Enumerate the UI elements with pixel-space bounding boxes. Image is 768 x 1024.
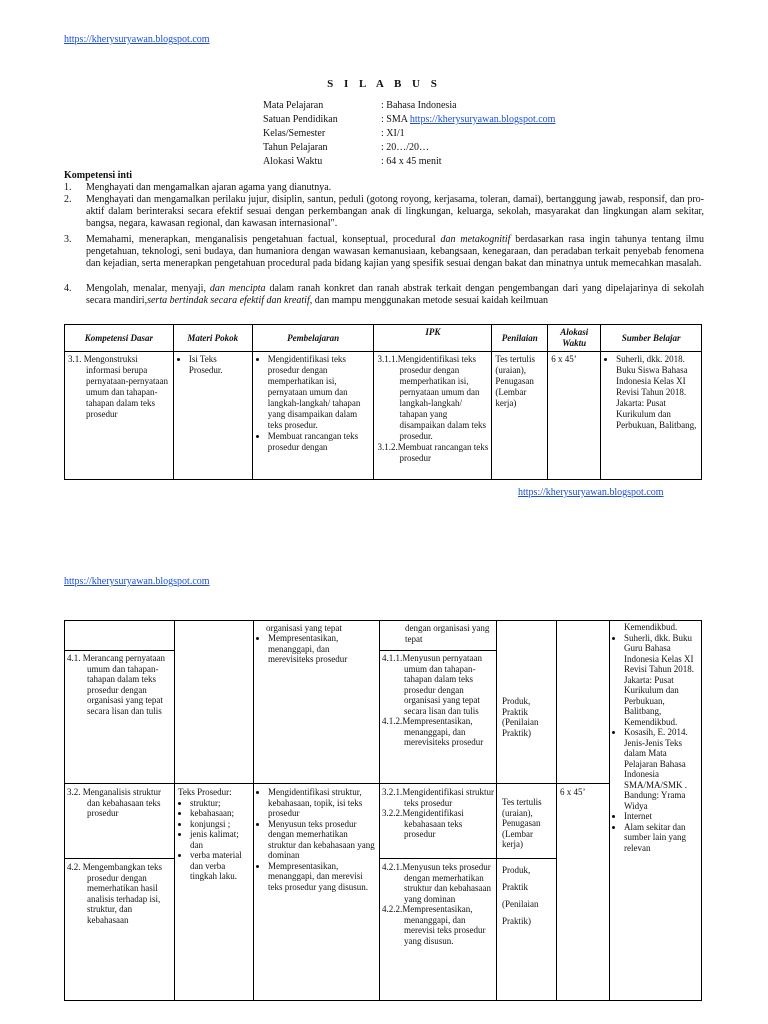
kd-cell: 3.1. Mengonstruksi informasi berupa pernyataan-pernyataan umum dan tahapan-tahapan dalam teks prosedur bbox=[65, 352, 174, 480]
penilaian-4-2: Produk, Praktik (Penilaian Praktik) bbox=[502, 865, 539, 926]
th-alokasi-waktu: Alokasi Waktu bbox=[548, 325, 601, 352]
alokasi-cell: 6 x 45’ bbox=[548, 352, 601, 480]
kd-3-2: 3.2. Menganalisis struktur dan kebahasaan teks prosedur bbox=[67, 787, 161, 818]
th-kompetensi-dasar: Kompetensi Dasar bbox=[65, 325, 174, 352]
penilaian-4-1: Produk, Praktik (Penilaian Praktik) bbox=[502, 696, 539, 738]
ki-item: 4. Mengolah, menalar, menyaji, dan mencipta dalam ranah konkret dan ranah abstrak terkait dengan pengembangan dari yang dipelajarinya di sekolah secara mandiri,serta bertindak secara efektif dan kreatif, dan mampu menggunakan metode sesuai kaidah keilmuan bbox=[64, 283, 705, 306]
ipk-3-2: 3.2.1.Mengidentifikasi struktur teks prosedur 3.2.2.Mengidentifikasi kebahasaan teks prosedur bbox=[382, 787, 494, 839]
materi-3-2: Teks Prosedur: • struktur; • kebahasaan; • konjungsi ; • jenis kalimat; dan • verba material dan verba tingkah laku. bbox=[178, 787, 252, 882]
ki-heading: Kompetensi inti bbox=[64, 170, 133, 181]
meta-row: Alokasi Waktu : 64 x 45 menit bbox=[263, 156, 442, 167]
header-link[interactable]: https://kherysuryawan.blogspot.com bbox=[64, 34, 210, 45]
pembelajaran-3-2: • Mengidentifikasi struktur, kebahasaan, topik, isi teks prosedur • Menyusun teks prosedur dengan memerhatikan struktur dan kebahasaan yang dominan • Mempresentasikan, menanggapi, dan merevisi teks prosedur yang disusun. bbox=[256, 787, 376, 892]
penilaian-cell: Tes tertulis (uraian), Penugasan (Lembar kerja) bbox=[492, 352, 548, 480]
th-penilaian: Penilaian bbox=[492, 325, 548, 352]
kd-4-1: 4.1. Merancang pernyataan umum dan tahapan-tahapan dalam teks prosedur dengan organisasi yang tepat secara lisan dan tulis bbox=[67, 653, 165, 716]
penilaian-3-2: Tes tertulis (uraian), Penugasan (Lembar kerja) bbox=[502, 797, 542, 849]
table-row bbox=[65, 352, 702, 480]
ipk-cont: dengan organisasi yang tepat bbox=[405, 623, 490, 644]
ki-item: 1. Menghayati dan mengamalkan ajaran agama yang dianutnya. bbox=[64, 182, 332, 193]
school-link[interactable]: https://kherysuryawan.blogspot.com bbox=[409, 114, 556, 125]
syllabus-table-1 bbox=[64, 324, 702, 480]
th-ipk: IPK bbox=[374, 325, 492, 352]
th-sumber-belajar: Sumber Belajar bbox=[601, 325, 702, 352]
materi-cell: • Isi Teks Prosedur. bbox=[173, 352, 252, 480]
sumber-cell: • Suherli, dkk. 2018. Buku Siswa Bahasa Indonesia Kelas XI Revisi Tahun 2018. Jakarta: Pusat Kurikulum dan Perbukuan, Balitbang, bbox=[601, 352, 702, 480]
meta-row: Tahun Pelajaran : 20…/20… bbox=[263, 142, 430, 153]
page-title: S I L A B U S bbox=[327, 78, 441, 90]
ipk-cell: 3.1.1.Mengidentifikasi teks prosedur dengan memperhatikan isi, pernyataan umum dan langkah-langkah/ tahapan yang disampaikan dalam teks prosedur. 3.1.2.Membuat rancangan teks prosedur bbox=[374, 352, 492, 480]
sumber-cell-2: Kemendikbud. • Suherli, dkk. Buku Guru Bahasa Indonesia Kelas XI Revisi Tahun 2018. Jakarta: Pusat Kurikulum dan Perbukuan, Balitbang, Kemendikbud. • Kosasih, E. 2014. Jenis-Jenis Teks dalam Mata Pelajaran Bahasa Indonesia SMA/MA/SMK . Bandung: Yrama Widya • Internet • Alam sekitar dan sumber lain yang relevan bbox=[612, 622, 700, 853]
th-pembelajaran: Pembelajaran bbox=[252, 325, 374, 352]
meta-row: Kelas/Semester : XI/1 bbox=[263, 128, 405, 139]
pemb-cont-list: • Mempresentasikan, menanggapi, dan merevisiteks prosedur bbox=[256, 633, 374, 665]
footer-link[interactable]: https://kherysuryawan.blogspot.com bbox=[518, 487, 664, 498]
pemb-cont: organisasi yang tepat bbox=[266, 623, 342, 633]
ipk-4-1: 4.1.1.Menyusun pernyataan umum dan tahapan-tahapan dalam teks prosedur dengan organisasi yang tepat secara lisan dan tulis 4.1.2.Mempresentasikan, menanggapi, dan merevisiteks prosedur bbox=[382, 653, 484, 747]
ki-item: 3. Memahami, menerapkan, menganalisis pengetahuan factual, konseptual, procedural dan metakognitif berdasarkan rasa ingin tahunya tentang ilmu pengetahuan, teknologi, seni budaya, dan humaniora dengan wawasan kemanusiaan, kebangsaan, kenegaraan, dan peradaban terkait penyebab fenomena dan kejadian, serta menerapkan pengetahuan procedural pada bidang kajian yang spesifik sesuai dengan bakat dan minatnya untuk memecahkan masalah. bbox=[64, 234, 704, 269]
alokasi-3-2: 6 x 45’ bbox=[560, 787, 586, 797]
ipk-4-2: 4.2.1.Menyusun teks prosedur dengan memerhatikan struktur dan kebahasaan yang dominan 4.2.2.Mempresentasikan, menanggapi, dan merevisi teks prosedur yang disusun. bbox=[382, 862, 491, 946]
th-materi-pokok: Materi Pokok bbox=[173, 325, 252, 352]
meta-row: Mata Pelajaran : Bahasa Indonesia bbox=[263, 100, 457, 111]
header-link-page2[interactable]: https://kherysuryawan.blogspot.com bbox=[64, 576, 210, 587]
kd-4-2: 4.2. Mengembangkan teks prosedur dengan memerhatikan hasil analisis terhadap isi, struktur, dan kebahasaan bbox=[67, 862, 162, 925]
ki-item: 2. Menghayati dan mengamalkan perilaku jujur, disiplin, santun, peduli (gotong royong, kerjasama, toleran, damai), bertanggung jawab, responsif, dan pro-aktif dalam berinteraksi secara efektif sesuai dengan perkembangan anak di lingkungan, keluarga, sekolah, masyarakat dan lingkungan alam sekitar, bangsa, negara, kawasan regional, dan kawasan internasional". bbox=[64, 194, 704, 229]
pembelajaran-cell: • Mengidentifikasi teks prosedur dengan memperhatikan isi, pernyataan umum dan langkah-langkah/ tahapan yang disampaikan dalam teks prosedur. • Membuat rancangan teks prosedur dengan bbox=[252, 352, 374, 480]
meta-row: Satuan Pendidikan : SMA https://kherysuryawan.blogspot.com bbox=[263, 114, 556, 125]
